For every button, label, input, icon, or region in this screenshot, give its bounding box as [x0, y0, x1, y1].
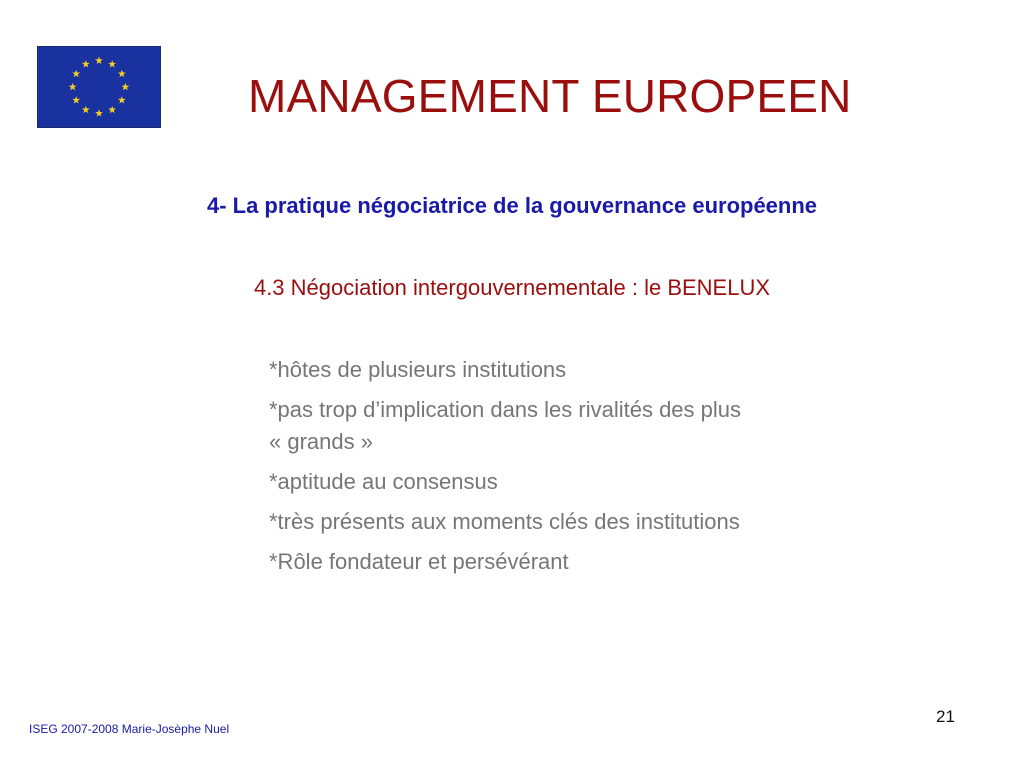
eu-stars-icon [38, 47, 160, 127]
star-icon [121, 83, 129, 90]
bullet-item [269, 546, 909, 578]
page-title: MANAGEMENT EUROPEEN [248, 70, 852, 122]
star-icon [118, 96, 126, 103]
bullet-item [269, 394, 909, 458]
bullet-item [269, 506, 909, 538]
footer-credit: ISEG 2007-2008 Marie-Josèphe Nuel [29, 722, 230, 736]
bullet-line: « grands » [269, 429, 373, 454]
star-icon [118, 70, 126, 77]
star-icon [72, 70, 80, 77]
star-icon [82, 60, 90, 67]
bullet-item [269, 466, 909, 498]
sub-heading: 4.3 Négociation intergouvernementale : le BENELUX [253, 275, 771, 300]
star-icon [82, 106, 90, 113]
bullet-line: *hôtes de plusieurs institutions [269, 357, 567, 382]
star-icon [95, 57, 103, 64]
bullet-line: *pas trop d’implication dans les rivalités des plus [269, 397, 742, 422]
eu-flag-icon [37, 46, 161, 128]
star-icon [95, 109, 103, 116]
slide-number: 21 [936, 707, 955, 726]
star-icon [108, 60, 116, 67]
bullet-line: *Rôle fondateur et persévérant [269, 549, 569, 574]
star-icon [72, 96, 80, 103]
star-icon [108, 106, 116, 113]
bullet-line: *très présents aux moments clés des institutions [269, 509, 740, 534]
star-icon [69, 83, 77, 90]
bullet-item [269, 354, 909, 386]
bullet-line: *aptitude au consensus [269, 469, 498, 494]
bullet-list [269, 354, 909, 586]
section-heading: 4- La pratique négociatrice de la gouvernance européenne [206, 193, 818, 218]
